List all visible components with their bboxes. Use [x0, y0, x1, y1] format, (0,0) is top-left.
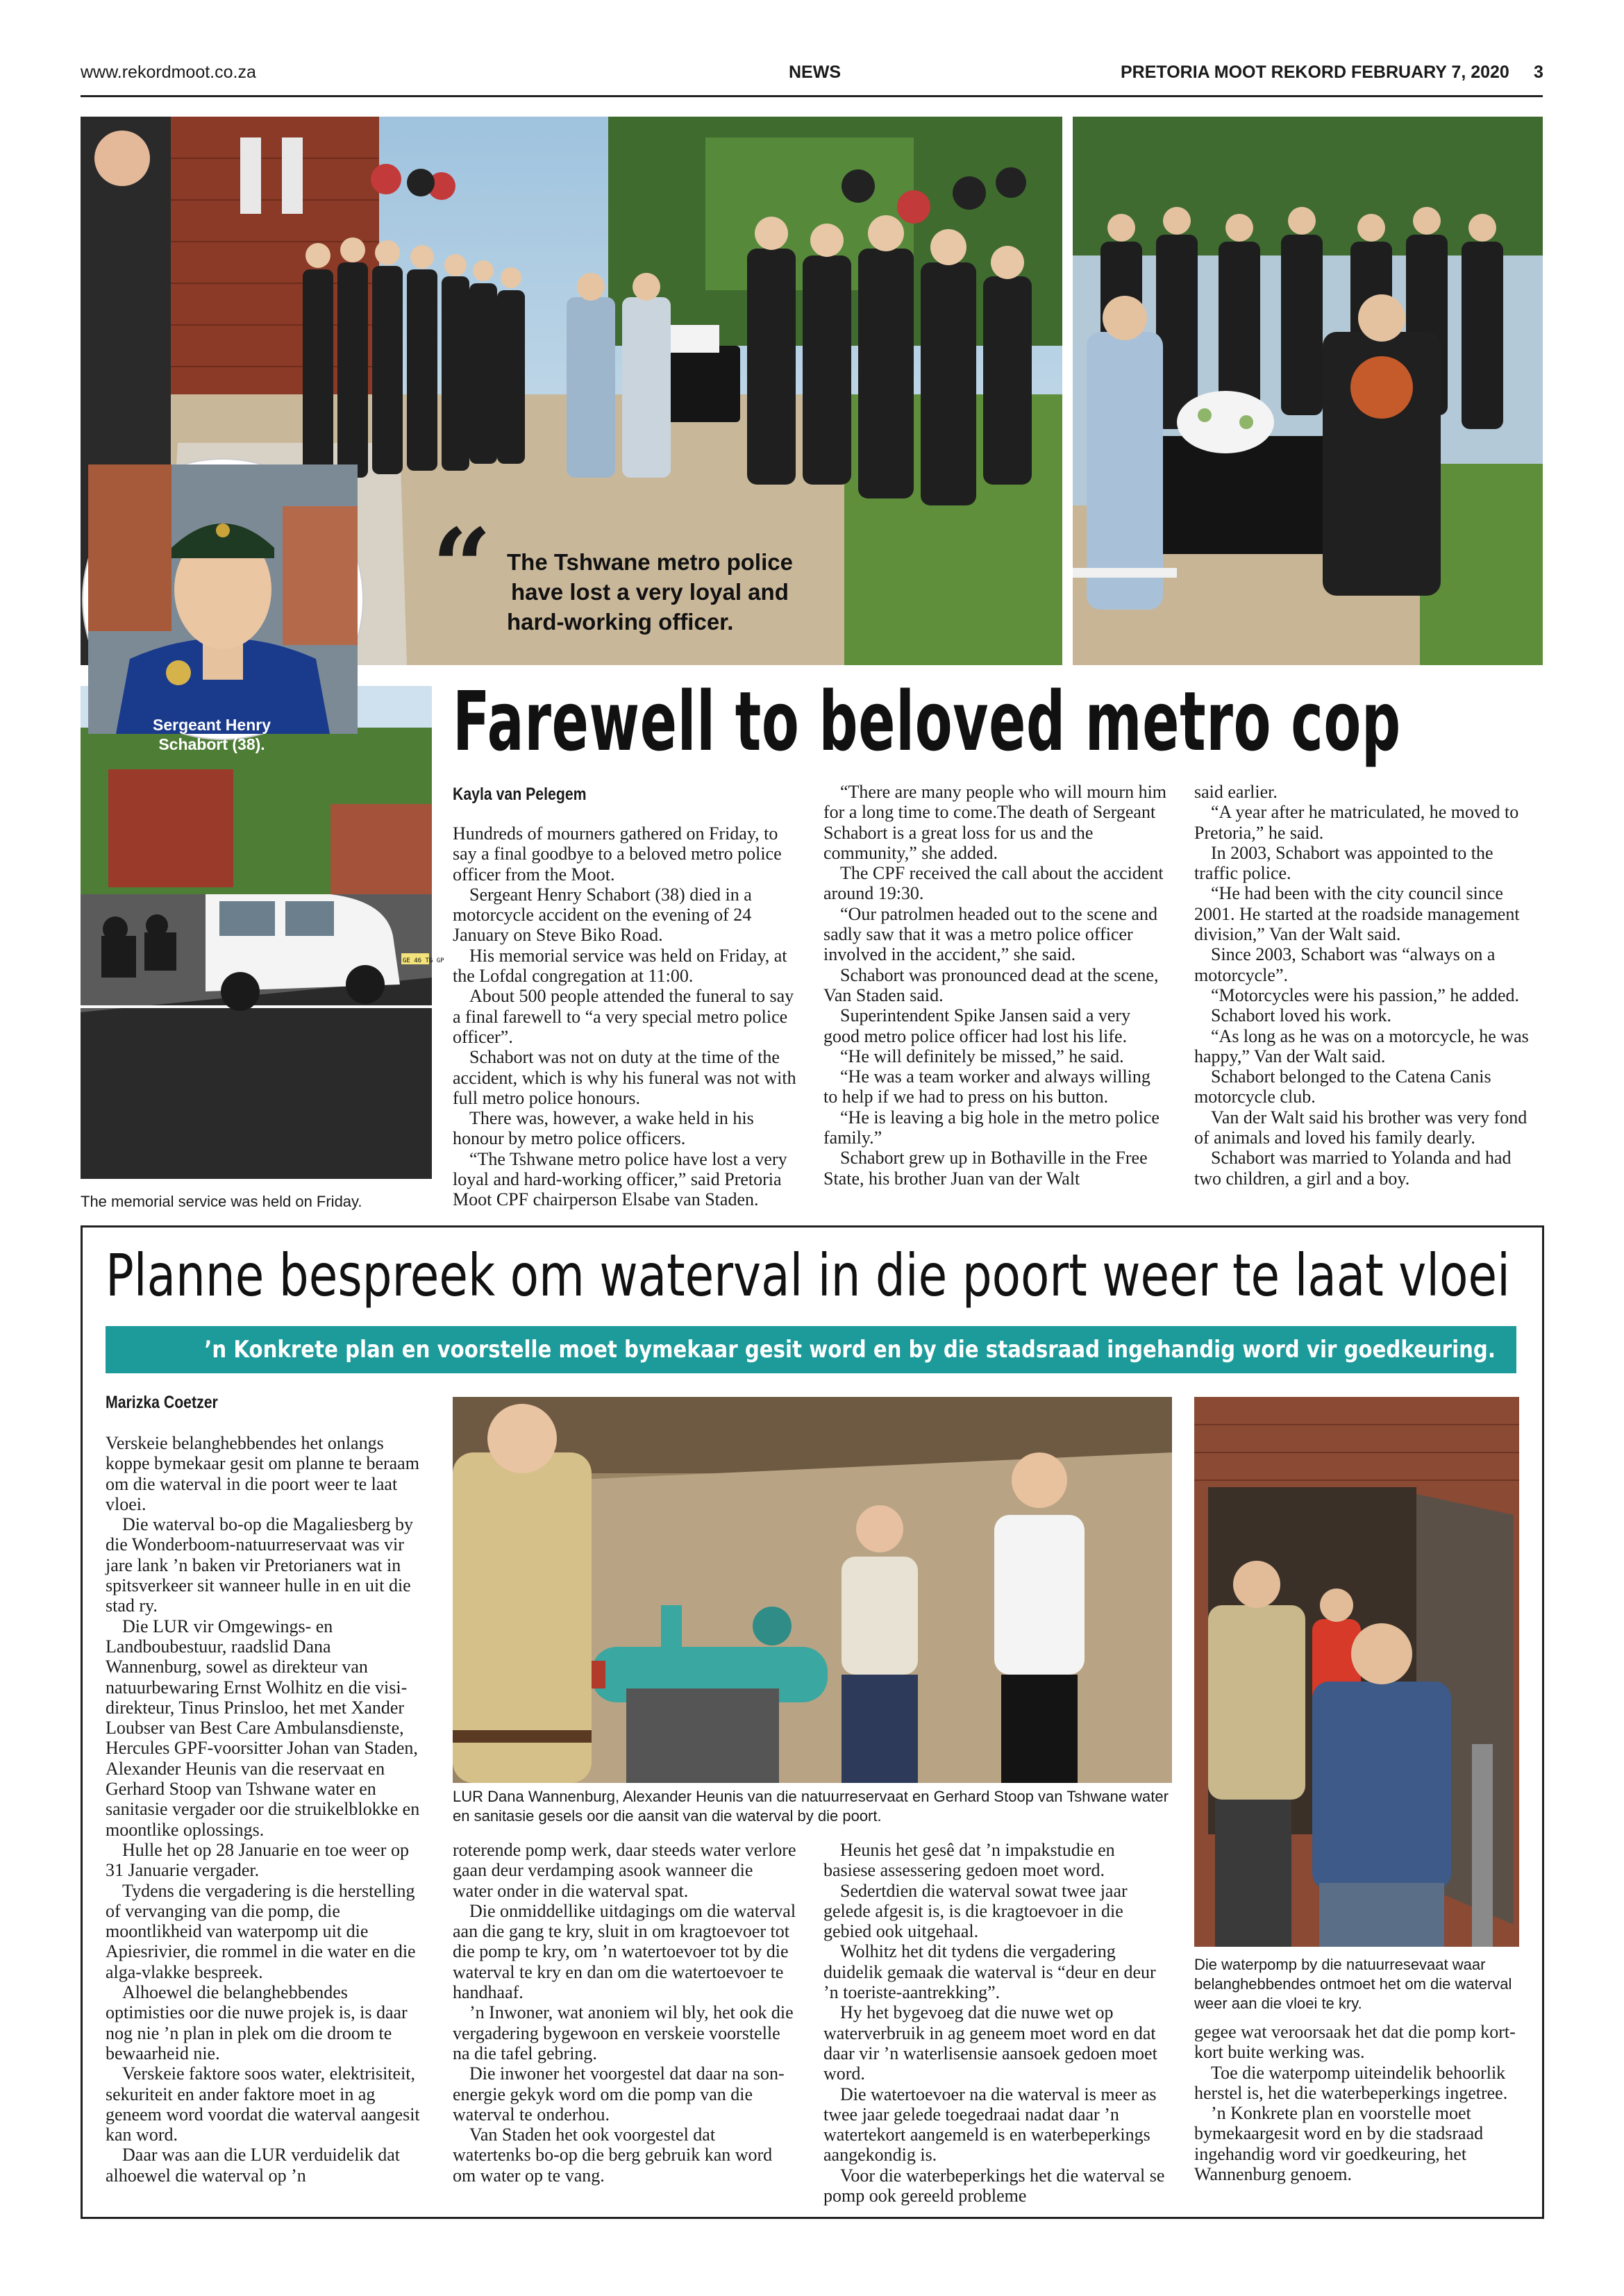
paragraph: Die watertoevoer na die waterval is meer as twee jaar gelede toegedraai nadat daar ’n watertekort aangemeld is en waterbeperkings aangekondig is.	[823, 2084, 1157, 2165]
paragraph: Heunis het gesê dat ’n impakstudie en basiese assessering gedoen moet word.	[823, 1840, 1115, 1881]
paragraph: Van Staden het ook voorgestel dat watertenks bo-op die berg gebruik kan word om water op te vang.	[453, 2125, 773, 2186]
article2-subhead: ’n Konkrete plan en voorstelle moet bymekaar gesit word en by die stadsraad ingehandig word vir goedkeuring.	[204, 1336, 1496, 1364]
article1-column-2	[823, 782, 1168, 1189]
paragraph: Schabort loved his work.	[1211, 1005, 1391, 1026]
article1-headline: Farewell to beloved metro cop	[453, 673, 1401, 769]
inset-caption-line: Sergeant Henry	[152, 716, 271, 734]
hearse-number-plate: GE 46 TG GP	[403, 957, 444, 964]
paragraph: Sergeant Henry Schabort (38) died in a motorcycle accident on the evening of 24 January on Steve Biko Road.	[453, 884, 752, 946]
paragraph: “A year after he matriculated, he moved to Pretoria,” he said.	[1194, 802, 1519, 843]
paragraph: Sedertdien die waterval sowat twee jaar gelede afgesit is, is die kragtoevoer in die gebied ook uitgehaal.	[823, 1880, 1128, 1942]
paragraph: Hy het bygevoeg dat die nuwe wet op waterverbruik in ag geneem moet word en dat daar vir ’n waterlisensie aansoek gedoen moet word.	[823, 2002, 1157, 2084]
section-label: NEWS	[789, 62, 841, 82]
pull-quote	[507, 547, 793, 637]
paragraph: Verskeie belanghebbendes het onlangs koppe bymekaar gesit om planne te beraam om die waterval in die poort weer te laat vloei.	[106, 1433, 419, 1514]
pull-quote-line: have lost a very loyal and	[511, 579, 789, 605]
paragraph: “Our patrolmen headed out to the scene and sadly saw that it was a metro police officer involved in the accident,” she said.	[823, 903, 1157, 965]
article2-column-3	[823, 1840, 1168, 2206]
paragraph: Wolhitz het dit tydens die vergadering duidelik gemaak die waterval is “deur en deur ’n toeriste-aantrekking”.	[823, 1941, 1156, 2003]
page-number: 3	[1534, 62, 1543, 82]
paragraph: “He will definitely be missed,” he said.	[840, 1046, 1124, 1066]
paragraph: Die inwoner het voorgestel dat daar na son-energie gekyk word om die pomp van die waterval te onderhou.	[453, 2063, 785, 2125]
article1-column-3	[1194, 782, 1539, 1189]
paper-date: PRETORIA MOOT REKORD FEBRUARY 7, 2020	[1121, 62, 1509, 82]
paragraph: Hulle het op 28 Januarie en toe weer op 31 Januarie vergader.	[106, 1839, 409, 1881]
paragraph: Toe die waterpomp uiteindelik behoorlik herstel is, het die waterbeperkings ingetree.	[1194, 2062, 1508, 2103]
paragraph: There was, however, a wake held in his honour by metro police officers.	[453, 1108, 754, 1149]
article1-byline: Kayla van Pelegem	[453, 785, 587, 804]
sergeant-portrait-caption	[104, 715, 319, 754]
paragraph: Verskeie faktore soos water, elektrisiteit, sekuriteit en ander faktore moet in ag geneem word voordat die waterval aangesit kan word.	[106, 2063, 420, 2145]
article2-column-1	[106, 1433, 428, 2186]
paragraph: ’n Konkrete plan en voorstelle moet bymekaargesit word en by die stadsraad ingehandig word vir goedkeuring, het Wannenburg genoem.	[1194, 2103, 1484, 2185]
article2-column-2	[453, 1840, 797, 2186]
paragraph: About 500 people attended the funeral to say a final farewell to “a very special metro police officer”.	[453, 986, 794, 1047]
coffin-bearers-photo	[1073, 117, 1543, 665]
paragraph: Hundreds of mourners gathered on Friday, to say a final goodbye to a beloved metro police officer from the Moot.	[453, 823, 782, 885]
paragraph: roterende pomp werk, daar steeds water verlore gaan deur verdamping asook wanneer die water onder in die waterval spat.	[453, 1840, 796, 1901]
paragraph: His memorial service was held on Friday, at the Lofdal congregation at 11:00.	[453, 945, 787, 987]
header-rule	[81, 95, 1543, 97]
paragraph: Tydens die vergadering is die herstelling of vervanging van die pomp, die moontlikheid van waterpomp uit die Apiesrivier, die rommel in die water en die alga-vlakke bespreek.	[106, 1880, 416, 1982]
article2-column-4	[1194, 2022, 1519, 2184]
article1-column-1	[453, 823, 797, 1210]
paragraph: Schabort grew up in Bothaville in the Free State, his brother Juan van der Walt	[823, 1148, 1148, 1189]
paragraph: Schabort was not on duty at the time of the accident, which is why his funeral was not with full metro police honours.	[453, 1047, 796, 1108]
paragraph: Schabort was pronounced dead at the scene, Van Staden said.	[823, 964, 1159, 1005]
inset-caption-line: Schabort (38).	[158, 735, 265, 753]
paragraph: The CPF received the call about the accident around 19:30.	[823, 863, 1164, 904]
paragraph: Since 2003, Schabort was “always on a motorcycle”.	[1194, 944, 1496, 985]
paragraph: Voor die waterbeperkings het die waterval se pomp ook gereeld probleme	[823, 2165, 1165, 2206]
paragraph: “Motorcycles were his passion,” he added.	[1211, 984, 1520, 1005]
website-url[interactable]: www.rekordmoot.co.za	[81, 62, 256, 82]
pull-quote-line: hard-working officer.	[507, 609, 734, 635]
paragraph: gegee wat veroorsaak het dat die pomp kort-kort buite werking was.	[1194, 2022, 1516, 2063]
pump-room-caption: LUR Dana Wannenburg, Alexander Heunis van die natuurreservaat en Gerhard Stoop van Tshwane water en sanitasie gesels oor die aansit van die waterval by die poort.	[453, 1788, 1169, 1825]
quote-mark-icon: “	[432, 506, 492, 628]
hearse-motorcycles-photo	[81, 686, 444, 1179]
sergeant-portrait-inset	[83, 460, 362, 739]
paragraph: Daar was aan die LUR verduidelik dat alhoewel die waterval op ’n	[106, 2145, 400, 2186]
paragraph: Van der Walt said his brother was very fond of animals and loved his family dearly.	[1194, 1107, 1527, 1148]
hearse-photo-caption: The memorial service was held on Friday.	[81, 1193, 362, 1210]
paragraph: “There are many people who will mourn him for a long time to come.The death of Sergeant Schabort is a great loss for us and the community,” she added.	[823, 782, 1167, 863]
pump-room-photo	[453, 1397, 1172, 1783]
waterpump-building-photo	[1194, 1397, 1519, 1947]
paragraph: “He was a team worker and always willing to help if we had to press on his button.	[823, 1066, 1150, 1107]
paragraph: “He is leaving a big hole in the metro police family.”	[823, 1107, 1160, 1148]
paragraph: ’n Inwoner, wat anoniem wil bly, het ook die vergadering bygewoon en verskeie voorstelle na die tafel gebring.	[453, 2002, 794, 2063]
paragraph: Alhoewel die belanghebbendes optimisties oor die nuwe projek is, is daar nog nie ’n plan in plek om die droom te bewaarheid nie.	[106, 1982, 408, 2063]
paragraph: Die waterval bo-op die Magaliesberg by die Wonderboom-natuurreservaat was vir jare lank ’n baken vir Pretorianers wat in spitsverkeer sit wanneer hulle in en uit die stad ry.	[106, 1514, 413, 1616]
paragraph: Schabort belonged to the Catena Canis motorcycle club.	[1194, 1066, 1491, 1107]
paragraph: said earlier.	[1194, 782, 1278, 802]
paragraph: “The Tshwane metro police have lost a very loyal and hard-working officer,” said Pretoria Moot CPF chairperson Elsabe van Staden.	[453, 1148, 787, 1210]
paragraph: Schabort was married to Yolanda and had two children, a girl and a boy.	[1194, 1148, 1512, 1189]
pull-quote-line: The Tshwane metro police	[507, 549, 793, 575]
paragraph: In 2003, Schabort was appointed to the traffic police.	[1194, 842, 1493, 884]
paragraph: Superintendent Spike Jansen said a very good metro police officer had lost his life.	[823, 1005, 1131, 1046]
paragraph: “As long as he was on a motorcycle, he was happy,” Van der Walt said.	[1194, 1025, 1529, 1066]
article2-byline: Marizka Coetzer	[106, 1393, 218, 1412]
article2-headline: Planne bespreek om waterval in die poort weer te laat vloei	[106, 1241, 1510, 1309]
paragraph: Die LUR vir Omgewings- en Landboubestuur, raadslid Dana Wannenburg, sowel as direkteur van natuurbewaring Ernst Wolhitz en die visi-direkteur, Tinus Prinsloo, het met Xander Loubser van Best Care Ambulansdienste, Hercules GPF-voorsitter Johan van Staden, Alexander Heunis van die reservaat en Gerhard Stoop van Tshwane water en sanitasie vergader oor die struikelblokke en moontlike oplossings.	[106, 1616, 420, 1840]
paragraph: “He had been with the city council since 2001. He started at the roadside management division,” Van der Walt said.	[1194, 883, 1520, 945]
article2-subhead-banner	[106, 1326, 1516, 1373]
paragraph: Die onmiddellike uitdagings om die waterval aan die gang te kry, sluit in om kragtoevoer tot die pomp te kry, om ’n watertoevoer tot by die waterval te kry en dan om die watertoevoer te handhaaf.	[453, 1900, 796, 2003]
waterpump-caption: Die waterpomp by die natuurresevaat waar belanghebbendes ontmoet het om die waterval weer aan die vloei te kry.	[1194, 1956, 1512, 2012]
